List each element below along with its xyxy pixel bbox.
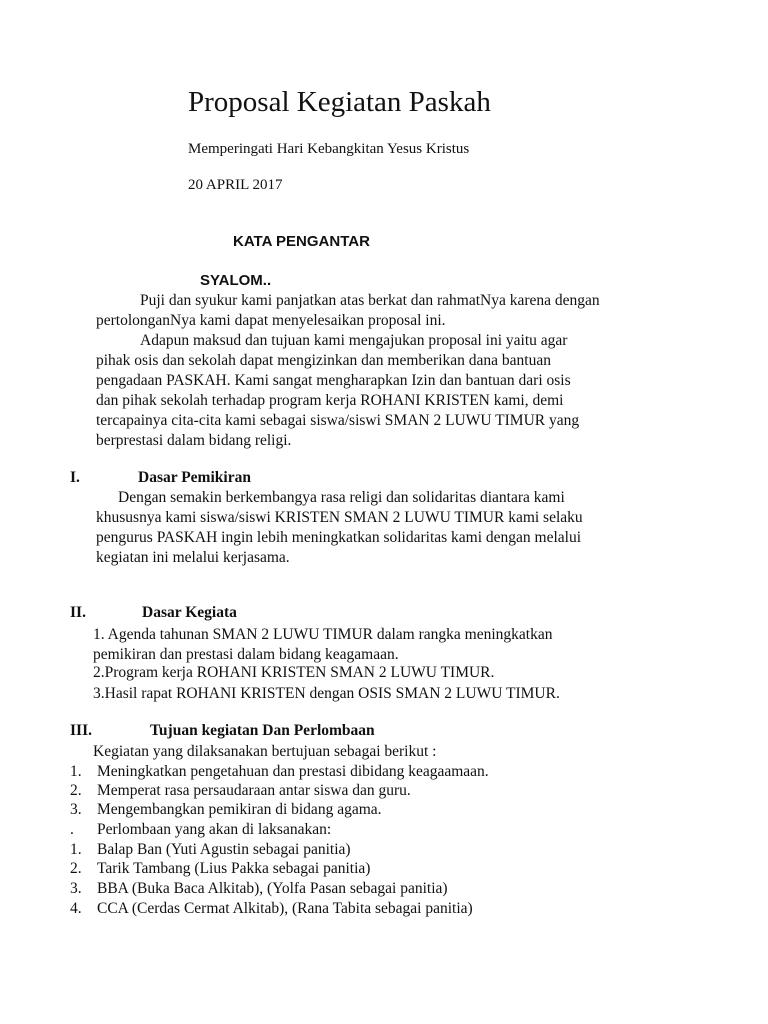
list-item: Balap Ban (Yuti Agustin sebagai panitia) bbox=[97, 841, 351, 858]
section-2-line: pemikiran dan prestasi dalam bidang keagamaan. bbox=[93, 646, 399, 663]
list-number: 1. bbox=[70, 841, 82, 858]
intro-line: berprestasi dalam bidang religi. bbox=[96, 432, 292, 449]
greeting: SYALOM.. bbox=[200, 272, 272, 289]
section-3-number: III. bbox=[70, 722, 92, 739]
section-1-line: Dengan semakin berkembangya rasa religi dan solidaritas diantara kami bbox=[118, 489, 565, 506]
list-number: 2. bbox=[70, 860, 82, 877]
intro-line: Adapun maksud dan tujuan kami mengajukan proposal ini yaitu agar bbox=[140, 332, 568, 349]
intro-line: tercapainya cita-cita kami sebagai siswa/siswi SMAN 2 LUWU TIMUR yang bbox=[96, 412, 580, 429]
list-item: CCA (Cerdas Cermat Alkitab), (Rana Tabita sebagai panitia) bbox=[97, 900, 473, 917]
section-2-number: II. bbox=[70, 604, 86, 621]
section-2-line: 1. Agenda tahunan SMAN 2 LUWU TIMUR dalam rangka meningkatkan bbox=[93, 626, 553, 643]
list-item: Mengembangkan pemikiran di bidang agama. bbox=[97, 801, 382, 818]
list-number: 3. bbox=[70, 801, 82, 818]
list-number: 1. bbox=[70, 763, 82, 780]
doc-subtitle: Memperingati Hari Kebangkitan Yesus Kristus bbox=[188, 141, 470, 157]
list-number: 2. bbox=[70, 782, 82, 799]
list-item: BBA (Buka Baca Alkitab), (Yolfa Pasan sebagai panitia) bbox=[97, 880, 448, 897]
section-3-title: Tujuan kegiatan Dan Perlombaan bbox=[150, 722, 375, 739]
list-item: Perlombaan yang akan di laksanakan: bbox=[97, 821, 332, 838]
intro-line: pengadaan PASKAH. Kami sangat mengharapkan Izin dan bantuan dari osis bbox=[96, 372, 571, 389]
list-number: . bbox=[70, 821, 74, 838]
intro-line: pertolonganNya kami dapat menyelesaikan proposal ini. bbox=[96, 312, 446, 329]
section-1-line: pengurus PASKAH ingin lebih meningkatkan solidaritas kami dengan melalui bbox=[96, 529, 582, 546]
section-1-line: kegiatan ini melalui kerjasama. bbox=[96, 549, 290, 566]
section-2-line: 2.Program kerja ROHANI KRISTEN SMAN 2 LUWU TIMUR. bbox=[93, 664, 495, 681]
doc-title: Proposal Kegiatan Paskah bbox=[188, 86, 491, 118]
section-1-number: I. bbox=[70, 469, 80, 486]
section-2-line: 3.Hasil rapat ROHANI KRISTEN dengan OSIS SMAN 2 LUWU TIMUR. bbox=[93, 685, 560, 702]
list-number: 3. bbox=[70, 880, 82, 897]
list-number: 4. bbox=[70, 900, 82, 917]
section-3-intro: Kegiatan yang dilaksanakan bertujuan sebagai berikut : bbox=[93, 743, 437, 760]
list-item: Memperat rasa persaudaraan antar siswa dan guru. bbox=[97, 782, 411, 799]
list-item: Tarik Tambang (Lius Pakka sebagai panitia) bbox=[97, 860, 371, 877]
list-item: Meningkatkan pengetahuan dan prestasi dibidang keagaamaan. bbox=[97, 763, 489, 780]
intro-line: Puji dan syukur kami panjatkan atas berkat dan rahmatNya karena dengan bbox=[140, 292, 600, 309]
section-1-line: khususnya kami siswa/siswi KRISTEN SMAN 2 LUWU TIMUR kami selaku bbox=[96, 509, 583, 526]
intro-line: pihak osis dan sekolah dapat mengizinkan dan memberikan dana bantuan bbox=[96, 352, 551, 369]
section-1-title: Dasar Pemikiran bbox=[138, 469, 251, 486]
intro-line: dan pihak sekolah terhadap program kerja ROHANI KRISTEN kami, demi bbox=[96, 392, 564, 409]
section-2-title: Dasar Kegiata bbox=[142, 604, 237, 621]
doc-date: 20 APRIL 2017 bbox=[188, 177, 283, 193]
kata-pengantar-heading: KATA PENGANTAR bbox=[233, 233, 370, 250]
